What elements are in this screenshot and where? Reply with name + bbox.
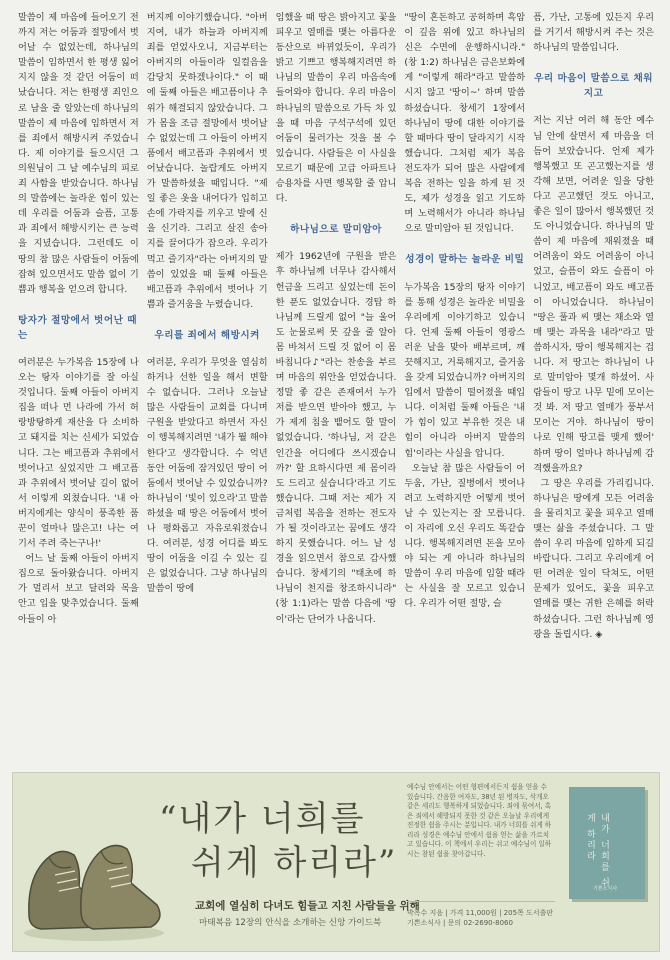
book-cover-publisher: 기쁜소식사 xyxy=(593,886,618,892)
paragraph: 버지께 이야기했습니다. "아버지여, 내가 하늘과 아버지께 죄를 얻었사오니, 지금부터는 아버지의 아들이라 일컬음을 감당치 못하겠나이다." 이 때에 둘째 아들은 배고픔이나 추위가 해결되지 않았습니다. 그가 몸을 조금 절망에서 벗어날 수 없었는데 그 아들이 아버지 품에서 배고픔과 추위에서 벗어났습니다. 놀랍게도 아버지가 말씀하셨을 때입니다. "제일 좋은 옷을 내어다가 입히고 손에 가락지를 끼우고 발에 신을 신기라. 그리고 살진 송아지를 끌어다가 잡으라. 우리가 먹고 즐기자"라는 아버지의 말씀이 있었을 때 둘째 아들은 배고픔과 추위에서 벗어나 기쁨과 즐거움을 누렸습니다. xyxy=(146,12,268,310)
paragraph: 말씀이 제 마음에 들어오기 전까지 저는 어둠과 절망에서 벗어날 수 없었는데, 하나님의 말씀이 임하면서 한 평생 잃어지지 않을 것 같던 어둠이 떠났습니다. 저는 한평생 죄인으로 남을 줄 알았는데 하나님의 말씀이 제 마음에 임하면서 저를 죄에서 해방시켜 주었습니다. 제 이야기를 들으시던 그 의원님이 그 날 예수님의 피로 죄 사함을 받았습니다. 하나님의 말씀에는 놀라운 힘이 있는데 우리를 어둠과 슬픔, 고통과 죄에서 해방시키는 큰 능력을 지녔습니다. 그런데도 이 땅의 참 많은 사람들이 어둠에 잡혀 있으면서도 말씀 없이 기쁨과 행복을 얻으려 합니다. xyxy=(18,12,139,295)
paragraph: 누가복음 15장의 탕자 이야기를 통해 성경은 놀라운 비밀을 우리에게 이야기하고 있습니다. 언제 둘째 아들이 영광스러운 날을 맞아 배부르며, 깨끗해지고, 거룩해지고, 즐거움을 갖게 되었습니까? 아버지의 입에서 말씀이 떨어졌을 때입니다. 이처럼 둘째 아들은 '내가 힘이 있고 부유한 것은 내 힘이 아니라 아버지 말씀의 힘'이라는 사실을 압니다. xyxy=(404,281,526,459)
paragraph: 임했을 때 땅은 밝아지고 꽃을 피우고 열매를 맺는 아름다운 동산으로 바뀌었듯이, 우리가 밝고 기쁘고 행복해지려면 하나님의 말씀이 우리 마음속에 들어와야 합니다. 우리 마음이 하나님의 말씀으로 가득 차 있을 때 마음 구석구석에 있던 어둠이 물러가는 것을 볼 수 있습니다. 사람들은 이 사실을 모르기 때문에 고급 아파트나 승용차를 사면 행복할 줄 압니다. xyxy=(275,12,397,205)
paragraph xyxy=(533,476,654,642)
paragraph: 여러분은 누가복음 15장에 나오는 탕자 이야기를 잘 아실 것입니다. 둘째 아들이 아버지 집을 떠나 먼 나라에 가서 허랑방탕하게 재산을 다 소비하고 돼지를 치는 신세가 되었습니다. 그는 배고픔과 추위에서 벗어나고 싶었지만 그 배고픔과 추위에서 벗어날 길이 없어서 이렇게 외쳤습니다. '내 아버지에게는 양식이 풍족한 품꾼이 얼마나 많은고! 나는 여기서 주려 죽는구나!' xyxy=(18,356,139,550)
article-columns xyxy=(18,10,654,762)
paragraph: "땅이 혼돈하고 공허하며 흑암이 깊음 위에 있고 하나님의 신은 수면에 운행하시니라."(창 1:2) 하나님은 금은보화에게 "이렇게 해라"라고 말씀하시지 않고 '땅이~' 하며 말씀하셨습니다. 창세기 1장에서 하나님이 땅에 대한 이야기를 할 때마다 땅이 달라지기 시작했습니다. 그처럼 제가 복음 전도자가 되어 많은 사람에게 복음 전하는 일을 하게 된 것도, 제가 성경을 읽고 기도하며 노력해서가 아니라 하나님으로 말미암아 된 것입니다. xyxy=(404,12,526,235)
subheading: 탕자가 절망에서 벗어난 때는 xyxy=(18,314,137,341)
paragraph: 제가 1962년에 구원을 받은 후 하나님께 너무나 감사해서 헌금을 드리고 싶었는데 돈이 한 푼도 없었습니다. 경탑 하나님께 드릴게 없어 "늘 울어도 눈물로써 못 갚을 줄 알아 몸 바쳐서 드릴 것 없어 이 몸 바칩니다♪"라는 찬송을 부르며 마음의 위안을 얻었습니다. 정말 좋 같은 존재여서 누가 저를 받으면 받아야 했고, 누가 제게 침을 뱉어도 할 말이 없었습니다. '하나님, 저 같은 인간을 어디에다 쓰시겠습니까?' 할 요하시다면 제 몸이라도 드리고 싶습니다'라고 기도했습니다. 그때 저는 제가 지금처럼 복음을 전하는 전도자가 될 것이라고는 꿈에도 생각하지 못했습니다. 어느 날 성경을 읽으면서 참으로 감사했습니다. 창세기의 "태초에 하나님이 천지를 창조하시니라"(창 1:1)라는 말씀 다음에 '땅이'라는 단어가 나옵니다. xyxy=(275,251,397,625)
old-shoes-illustration xyxy=(19,795,169,945)
ad-tagline: 교회에 열심히 다녀도 힘들고 지친 사람들을 위해 xyxy=(195,900,420,912)
paragraph-text: 그 땅은 우리를 가리킵니다. 하나님은 땅에게 모든 어려움을 물리치고 꽃을 피우고 열매 맺는 삶을 주셨습니다. 그 말씀이 우리 마음에 임하게 되길 바랍니다. 그리고 우리에게 어떤 어려운 일이 닥쳐도, 어떤 문제가 있어도, 꽃을 피우고 열매를 맺는 귀한 은혜를 허락하셨습니다. 그런 하나님께 영광을 돌립시다. xyxy=(533,477,654,640)
column-1 xyxy=(18,10,139,762)
subheading: 우리 마음이 말씀으로 채워지고 xyxy=(534,73,654,100)
subheading: 우리를 죄에서 해방시켜 xyxy=(154,329,260,341)
book-advertisement[interactable] xyxy=(12,772,660,952)
subheading: 하나님으로 말미암아 xyxy=(290,224,382,236)
ad-subtagline: 마태복음 12장의 안식을 소개하는 신앙 가이드북 xyxy=(199,918,382,928)
paragraph: 오늘날 참 많은 사람들이 어두움, 가난, 질병에서 벗어나려고 노력하지만 어떻게 벗어날 수 있는지는 잘 모릅니다. 이 자리에 오신 우리도 똑같습니다. 행복해지려면 돈을 모아야 되는 게 아니라 하나님의 말씀이 우리 마음에 임할 때라는 사실을 잘 모르고 있습니다. 우리가 어떤 절망, 슬 xyxy=(404,462,526,610)
ad-book-info: 박옥수 지음 | 가격 11,000원 | 205쪽 도서출판 기쁜소식사 | 문의 02-2690-8060 xyxy=(407,901,555,928)
paragraph: 어느 날 둘째 아들이 아버지 집으로 돌아왔습니다. 아버지가 멀리서 보고 달려와 목을 안고 입을 맞추었습니다. 둘째 아들이 아 xyxy=(18,553,139,625)
end-mark: ◈ xyxy=(595,628,603,640)
ad-description: 예수님 안에서는 어떤 형편에서든지 쉼을 얻을 수 있습니다. 간음한 여자도, 38년 된 병자도, 삭개오 같은 세리도 행복하게 되었습니다. 죄에 묶여서, 혹은 죄에서 해방되지 못한 것 같은 오늘날 우리에게 진정한 쉼을 주시는 분입니다. 내가 너희를 쉬게 하리라 성경은 예수님 안에서 쉼을 얻는 삶을 가르치고 있습니다. 이 책에서 우리는 쉬고 예수님이 일하시는 참된 쉼을 찾아갑니다. xyxy=(407,783,552,858)
subheading: 성경이 말하는 놀라운 비밀 xyxy=(405,254,525,266)
ad-headline-line2: 쉬게 하리라” xyxy=(191,843,398,883)
book-cover-title: 내가 너희를 쉬게 하리라 xyxy=(585,813,609,889)
book-cover[interactable] xyxy=(569,787,645,899)
paragraph: 저는 지난 여러 해 동안 예수님 안에 살면서 제 마음을 더듬어 보았습니다. 언제 제가 행복했고 또 곤고했는지를 생각해 보면, 어려운 일을 당한다고 곤고했던 것도 아니고, 좋은 일이 많아서 행복했던 것도 아니었습니다. 하나님의 말씀이 제 마음에 채워졌을 때 어려움이 와도 어려움이 아니었고, 슬픔이 와도 슬픔이 아니었고, 배고픔이 와도 배고픔이 아니었습니다. 하나님이 "땅은 풀과 씨 맺는 채소와 열매 맺는 과목을 내라"라고 말씀하시자, 땅이 행복해지는 겁니다. 저 땅고는 하나님이 나로 말미암아 몇개 하셨어. 사람들이 땅고 나무 밑에 모이는 것 봐. 저 땅고 열매가 풍부서 모이는 거야. 하나님이 땅이 나로 인해 땅고를 맺게 했어' 하며 땅이 얼마나 하나님께 감격했을까요? xyxy=(533,115,654,474)
paragraph: 픔, 가난, 고통에 있든지 우리를 거기서 해방시켜 주는 것은 하나님의 말씀입니다. xyxy=(533,12,654,54)
column-3 xyxy=(276,10,397,762)
column-4 xyxy=(404,10,525,762)
ad-headline-line1: “내가 너희를 xyxy=(159,799,366,839)
column-5 xyxy=(533,10,654,762)
column-2 xyxy=(147,10,268,762)
paragraph: 여러분, 우리가 무엇을 열심히 하거나 선한 일을 해서 변할 수 없습니다. 그러나 오늘날 많은 사람들이 교회를 다니며 구원을 받았다고 하면서 자신이 행복해지려면 '내가 뭘 해야 한다'고 생각합니다. 수 억년 동안 어둠에 잠겨있던 땅이 어둠에서 벗어날 수 있었습니까? 하나님이 '빛이 있으라'고 말씀하셨을 때 땅은 어둠에서 벗어나 평화롭고 자유로워졌습니다. 여러분, 성경 어디를 봐도 땅이 어둠을 이길 수 있는 길은 없었습니다. 그냥 하나님의 말씀이 땅에 xyxy=(146,356,268,595)
